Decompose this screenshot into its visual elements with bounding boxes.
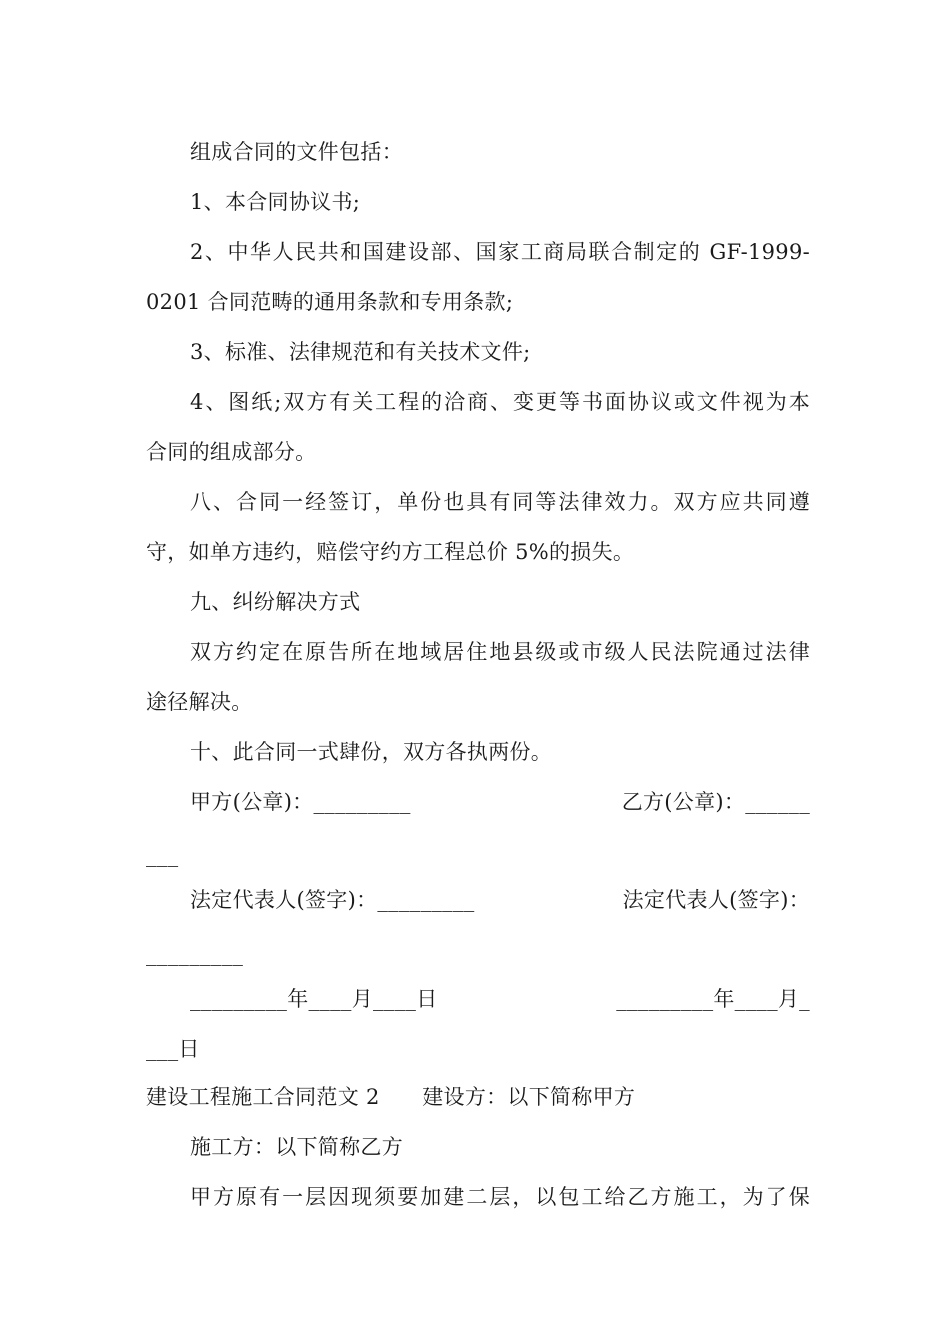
signature-row-rep	[190, 883, 810, 917]
text-line: 4、图纸;双方有关工程的洽商、变更等书面协议或文件视为本	[190, 390, 810, 414]
text-line: 3、标准、法律规范和有关技术文件;	[190, 340, 531, 364]
party-b-seal-continued: ___	[146, 843, 179, 867]
party-a-seal: 甲方(公章)：_________	[190, 790, 411, 814]
party-b-date: _________年____月_	[616, 987, 810, 1011]
party-b-representative-continued: _________	[146, 942, 244, 966]
party-b-date-continued: ___日	[146, 1037, 200, 1061]
signature-row-seal	[190, 785, 810, 819]
text-line: 途径解决。	[146, 690, 253, 714]
party-a-date: _________年____月____日	[190, 987, 438, 1011]
signature-row-date	[190, 982, 810, 1016]
party-b-representative: 法定代表人(签字)：	[622, 888, 810, 912]
text-line: 八、合同一经签订，单份也具有同等法律效力。双方应共同遵	[190, 490, 810, 514]
text-line: 九、纠纷解决方式	[190, 590, 361, 614]
text-line: 双方约定在原告所在地域居住地县级或市级人民法院通过法律	[190, 640, 810, 664]
text-line: 合同的组成部分。	[146, 440, 317, 464]
next-contract-intro: 甲方原有一层因现须要加建二层，以包工给乙方施工，为了保	[190, 1185, 810, 1209]
text-line: 2、中华人民共和国建设部、国家工商局联合制定的 GF-1999-	[190, 240, 810, 264]
text-line: 1、本合同协议书;	[190, 190, 361, 214]
party-b-seal: 乙方(公章)：______	[621, 790, 810, 814]
text-line: 十、此合同一式肆份，双方各执两份。	[190, 740, 553, 764]
next-contract-contractor: 施工方：以下简称乙方	[190, 1135, 403, 1159]
text-line: 组成合同的文件包括：	[190, 140, 403, 164]
text-line: 守，如单方违约，赔偿守约方工程总价 5%的损失。	[146, 540, 635, 564]
text-line: 0201 合同范畴的通用条款和专用条款;	[146, 290, 514, 314]
next-contract-title: 建设工程施工合同范文 2 建设方：以下简称甲方	[146, 1085, 636, 1109]
party-a-representative: 法定代表人(签字)：_________	[190, 888, 475, 912]
